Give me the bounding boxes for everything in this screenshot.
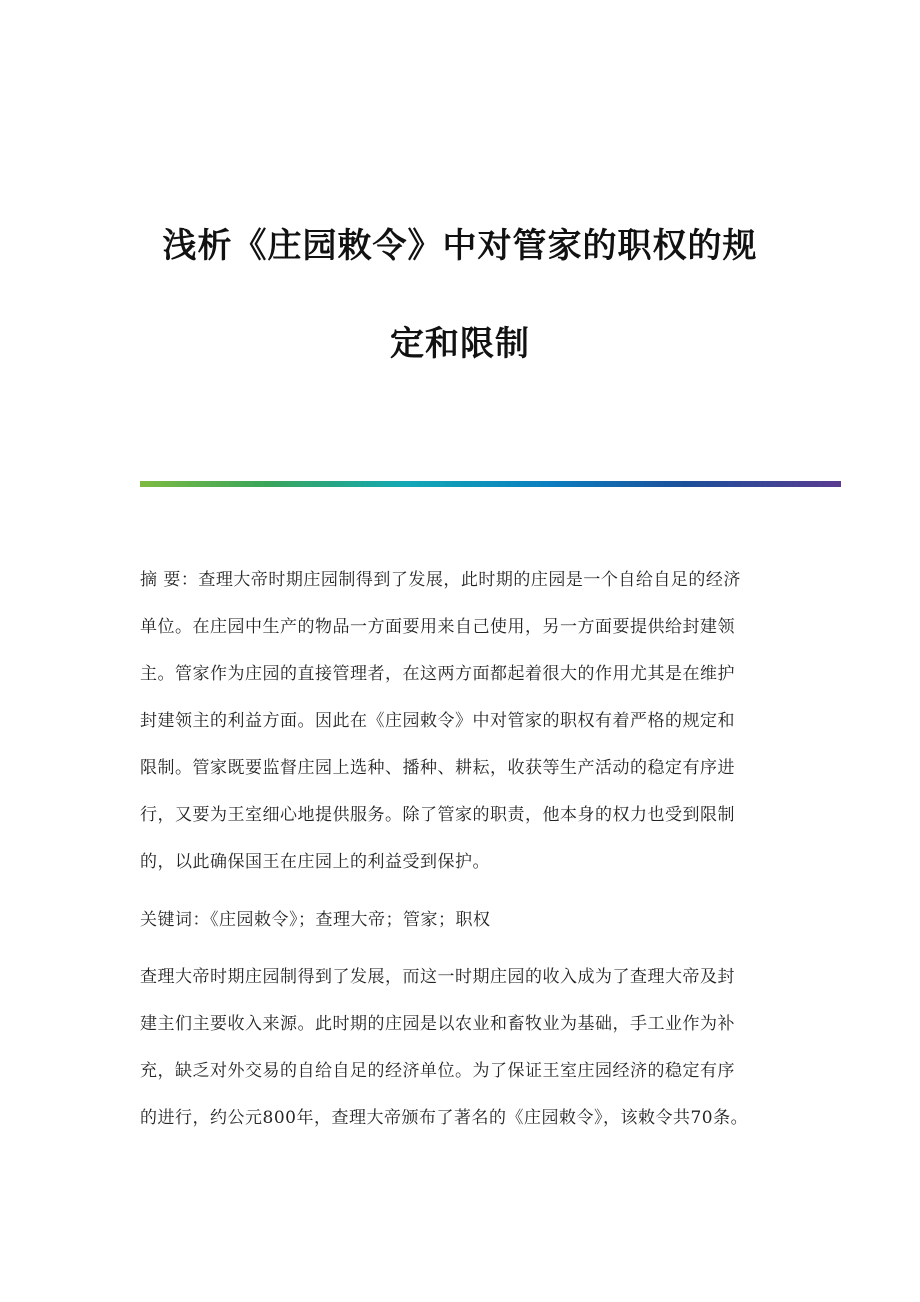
abstract-line: 单位。在庄园中生产的物品一方面要用来自己使用，另一方面要提供给封建领: [140, 617, 735, 637]
abstract-line: 限制。管家既要监督庄园上选种、播种、耕耘，收获等生产活动的稳定有序进: [140, 758, 735, 778]
body-line: 查理大帝时期庄园制得到了发展，而这一时期庄园的收入成为了查理大帝及封: [140, 967, 735, 987]
abstract-line: 封建领主的利益方面。因此在《庄园敕令》中对管家的职权有着严格的规定和: [140, 711, 735, 731]
keywords-line: 关键词：《庄园敕令》；查理大帝；管家；职权: [140, 910, 491, 930]
body-line: 的进行，约公元800年，查理大帝颁布了著名的《庄园敕令》，该敕令共70条。: [140, 1108, 749, 1128]
document-title-line-2: 定和限制: [390, 324, 530, 364]
document-title-line-1: 浅析《庄园敕令》中对管家的职权的规: [162, 226, 758, 266]
abstract-line: 行，又要为王室细心地提供服务。除了管家的职责，他本身的权力也受到限制: [140, 805, 735, 825]
abstract-line: 摘 要：查理大帝时期庄园制得到了发展，此时期的庄园是一个自给自足的经济: [140, 570, 741, 590]
abstract-line: 主。管家作为庄园的直接管理者，在这两方面都起着很大的作用尤其是在维护: [140, 664, 735, 684]
body-line: 充，缺乏对外交易的自给自足的经济单位。为了保证王室庄园经济的稳定有序: [140, 1061, 735, 1081]
gradient-divider: [140, 481, 841, 487]
abstract-line: 的，以此确保国王在庄园上的利益受到保护。: [140, 852, 490, 872]
body-line: 建主们主要收入来源。此时期的庄园是以农业和畜牧业为基础，手工业作为补: [140, 1014, 735, 1034]
